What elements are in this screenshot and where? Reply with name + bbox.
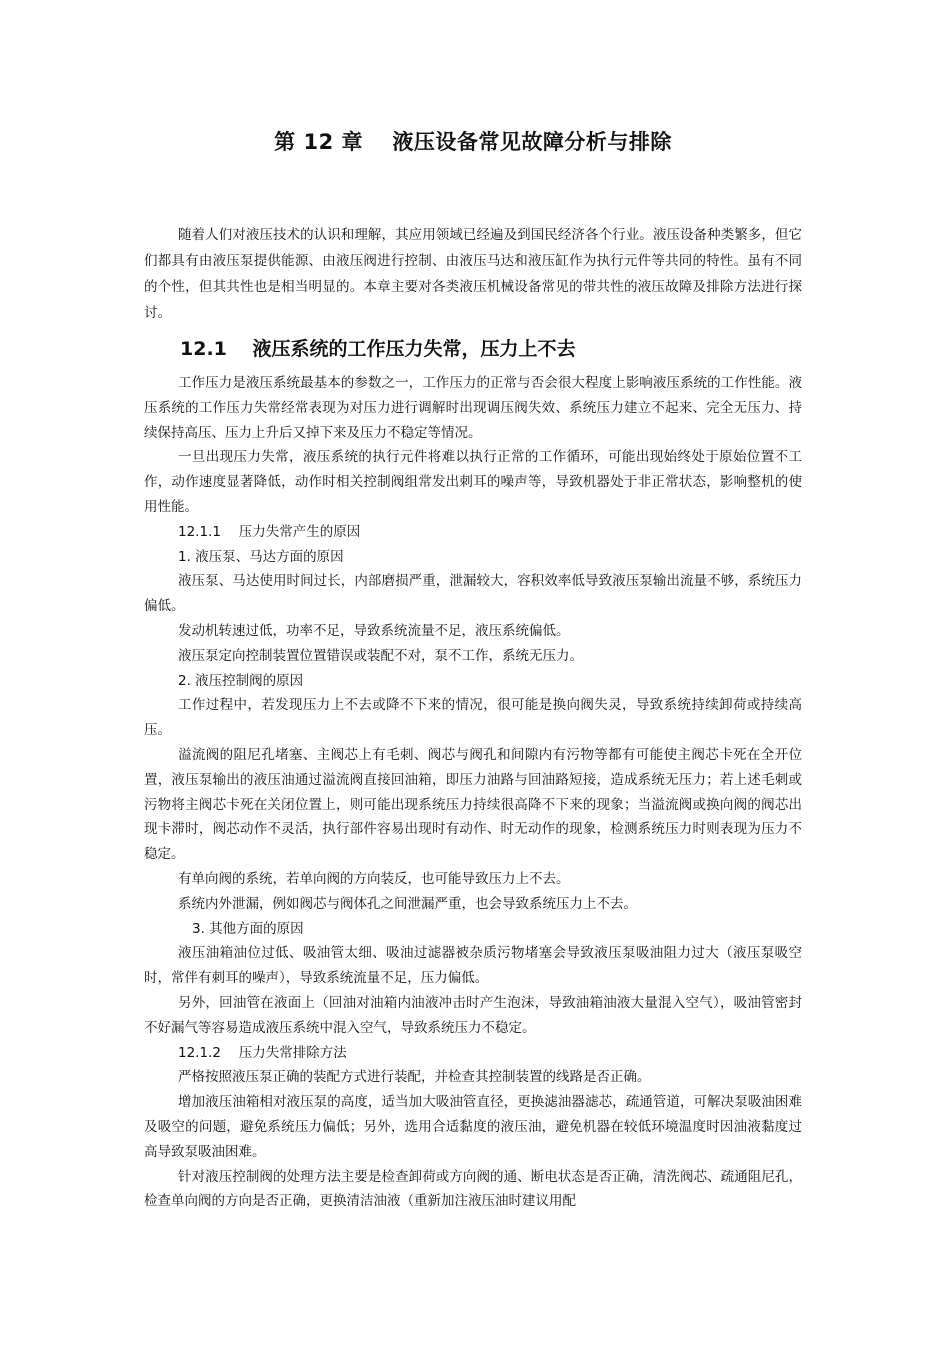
paragraph: 另外，回油管在液面上（回油对油箱内油液冲击时产生泡沫，导致油箱油液大量混入空气），吸油管密封不好漏气等容易造成液压系统中混入空气，导致系统压力不稳定。 <box>144 994 802 1036</box>
paragraph: 严格按照液压泵正确的装配方式进行装配，并检查其控制装置的线路是否正确。 <box>178 1069 651 1086</box>
item-heading-pump: 1. 液压泵、马达方面的原因 <box>178 548 344 565</box>
paragraph: 溢流阀的阻尼孔堵塞、主阀芯上有毛刺、阀芯与阀孔和间隙内有污物等都有可能使主阀芯卡死在全开位置，液压泵输出的液压油通过溢流阀直接回油箱，即压力油路与回油路短接，造成系统无压力；若上述毛刺或污物将主阀芯卡死在关闭位置上，则可能出现系统压力持续很高降不下来的现象；当溢流阀或换向阀的阀芯出现卡滞时，阀芯动作不灵活，执行部件容易出现时有动作、时无动作的现象，检测系统压力时则表现为压力不稳定。 <box>144 746 802 863</box>
paragraph: 液压泵、马达使用时间过长，内部磨损严重，泄漏较大，容积效率低导致液压泵输出流量不够，系统压力偏低。 <box>144 573 802 615</box>
intro-paragraph: 随着人们对液压技术的认识和理解，其应用领域已经遍及到国民经济各个行业。液压设备种类繁多，但它们都具有由液压泵提供能源、由液压阀进行控制、由液压马达和液压缸作为执行元件等共同的特性。虽有不同的个性，但其共性也是相当明显的。本章主要对各类液压机械设备常见的带共性的液压故障及排除方法进行探讨。 <box>144 227 802 321</box>
subsection-title-12-1-1: 12.1.1 压力失常产生的原因 <box>178 523 361 540</box>
item-heading-other: 3. 其他方面的原因 <box>192 920 304 937</box>
chapter-title: 第 12 章 液压设备常见故障分析与排除 <box>274 130 672 154</box>
paragraph: 系统内外泄漏，例如阀芯与阀体孔之间泄漏严重，也会导致系统压力上不去。 <box>178 895 637 912</box>
paragraph: 工作压力是液压系统最基本的参数之一，工作压力的正常与否会很大程度上影响液压系统的工作性能。液压系统的工作压力失常经常表现为对压力进行调解时出现调压阀失效、系统压力建立不起来、完全无压力、持续保持高压、压力上升后又掉下来及压力不稳定等情况。 <box>144 375 802 441</box>
paragraph: 液压泵定向控制装置位置错误或装配不对，泵不工作，系统无压力。 <box>178 647 583 664</box>
paragraph: 有单向阀的系统，若单向阀的方向装反，也可能导致压力上不去。 <box>178 870 570 887</box>
paragraph: 一旦出现压力失常，液压系统的执行元件将难以执行正常的工作循环，可能出现始终处于原始位置不工作，动作速度显著降低，动作时相关控制阀组常发出刺耳的噪声等，导致机器处于非正常状态，影响整机的使用性能。 <box>144 449 802 515</box>
subsection-title-12-1-2: 12.1.2 压力失常排除方法 <box>178 1044 347 1061</box>
paragraph: 增加液压油箱相对液压泵的高度，适当加大吸油管直径，更换滤油器滤芯，疏通管道，可解决泵吸油困难及吸空的问题，避免系统压力偏低；另外，选用合适黏度的液压油，避免机器在较低环境温度时因油液黏度过高导致泵吸油困难。 <box>144 1094 802 1160</box>
paragraph: 工作过程中，若发现压力上不去或降不下来的情况，很可能是换向阀失灵，导致系统持续卸荷或持续高压。 <box>144 697 802 739</box>
paragraph: 发动机转速过低，功率不足，导致系统流量不足，液压系统偏低。 <box>178 622 570 639</box>
paragraph: 液压油箱油位过低、吸油管太细、吸油过滤器被杂质污物堵塞会导致液压泵吸油阻力过大（液压泵吸空时，常伴有刺耳的噪声），导致系统流量不足，压力偏低。 <box>144 945 802 987</box>
paragraph: 针对液压控制阀的处理方法主要是检查卸荷或方向阀的通、断电状态是否正确，清洗阀芯、疏通阻尼孔，检查单向阀的方向是否正确，更换清洁油液（重新加注液压油时建议用配 <box>144 1168 802 1210</box>
section-title-12-1: 12.1 液压系统的工作压力失常，压力上不去 <box>180 338 576 360</box>
item-heading-valve: 2. 液压控制阀的原因 <box>178 672 304 689</box>
